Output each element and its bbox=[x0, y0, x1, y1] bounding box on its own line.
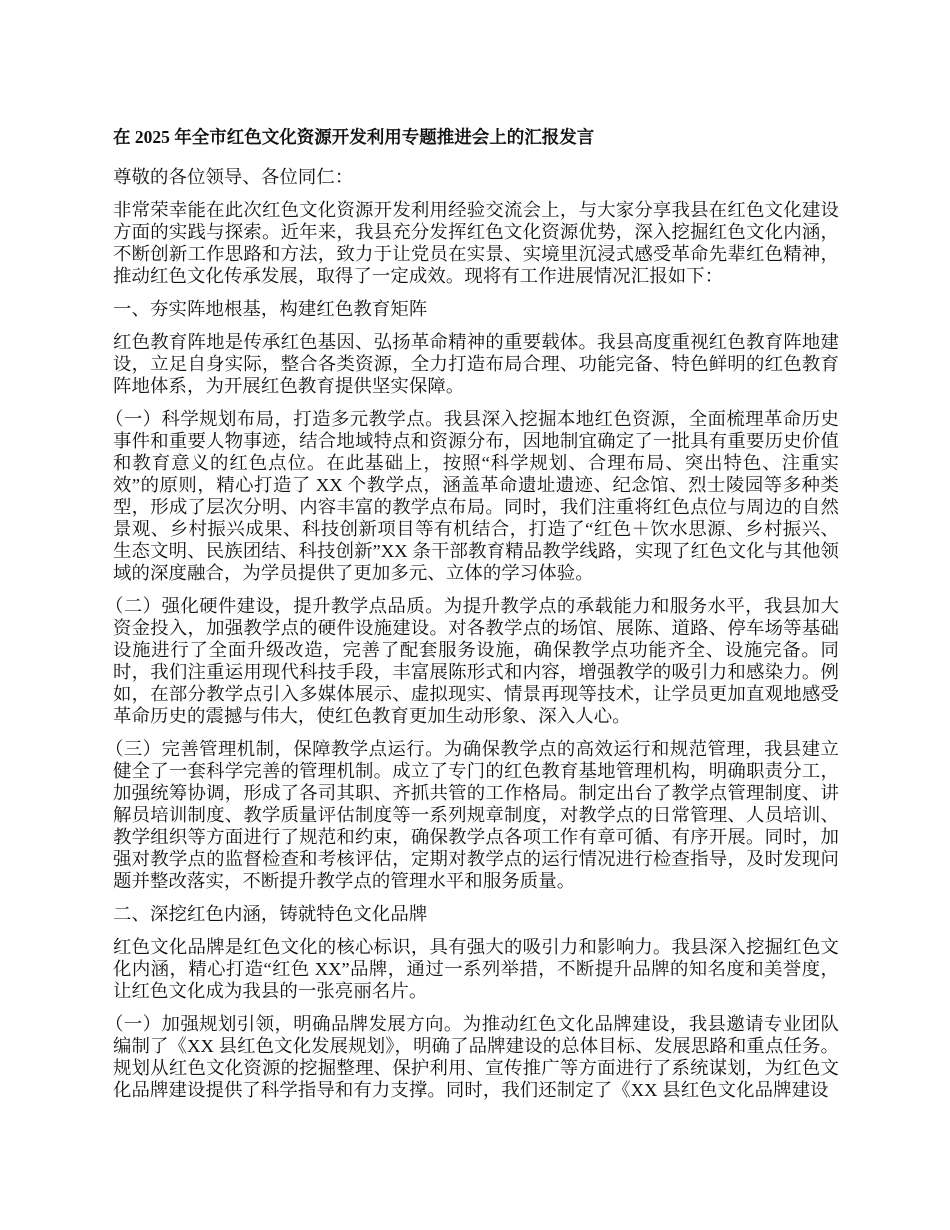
section-heading-1: 一、夯实阵地根基，构建红色教育矩阵 bbox=[113, 299, 428, 319]
section-2-intro: 红色文化品牌是红色文化的核心标识，具有强大的吸引力和影响力。我县深入挖掘红色文化内涵，精心打造“红色 XX”品牌，通过一系列举措，不断提升品牌的知名度和美誉度，让红色文化成为我县的一张亮丽名片。 bbox=[113, 937, 839, 1001]
document-title: 在 2025 年全市红色文化资源开发利用专题推进会上的汇报发言 bbox=[113, 127, 595, 147]
section-heading-2: 二、深挖红色内涵，铸就特色文化品牌 bbox=[113, 904, 428, 924]
document-page bbox=[105, 126, 839, 1112]
section-1-intro: 红色教育阵地是传承红色基因、弘扬革命精神的重要载体。我县高度重视红色教育阵地建设，立足自身实际，整合各类资源，全力打造布局合理、功能完备、特色鲜明的红色教育阵地体系，为开展红色教育提供坚实保障。 bbox=[113, 332, 839, 396]
section-2-item-1: （一）加强规划引领，明确品牌发展方向。为推动红色文化品牌建设，我县邀请专业团队编制了《XX 县红色文化发展规划》，明确了品牌建设的总体目标、发展思路和重点任务。规划从红色文化资源的挖掘整理、保护利用、宣传推广等方面进行了系统谋划，为红色文化品牌建设提供了科学指导和有力支撑。同时，我们还制定了《XX 县红色文化品牌建设 bbox=[105, 1014, 839, 1100]
intro-paragraph: 非常荣幸能在此次红色文化资源开发利用经验交流会上，与大家分享我县在红色文化建设方面的实践与探索。近年来，我县充分发挥红色文化资源优势，深入挖掘红色文化内涵，不断创新工作思路和方法，致力于让党员在实景、实境里沉浸式感受革命先辈红色精神，推动红色文化传承发展，取得了一定成效。现将有工作进展情况汇报如下： bbox=[113, 200, 839, 286]
section-1-item-2: （二）强化硬件建设，提升教学点品质。为提升教学点的承载能力和服务水平，我县加大资金投入，加强教学点的硬件设施建设。对各教学点的场馆、展陈、道路、停车场等基础设施进行了全面升级改造，完善了配套服务设施，确保教学点功能齐全、设施完备。同时，我们注重运用现代科技手段，丰富展陈形式和内容，增强教学的吸引力和感染力。例如，在部分教学点引入多媒体展示、虚拟现实、情景再现等技术，让学员更加直观地感受革命历史的震撼与伟大，使红色教育更加生动形象、深入人心。 bbox=[105, 596, 839, 726]
section-1-item-1: （一）科学规划布局，打造多元教学点。我县深入挖掘本地红色资源，全面梳理革命历史事件和重要人物事迹，结合地域特点和资源分布，因地制宜确定了一批具有重要历史价值和教育意义的红色点位。在此基础上，按照“科学规划、合理布局、突出特色、注重实效”的原则，精心打造了 XX 个教学点，涵盖革命遗址遗迹、纪念馆、烈士陵园等多种类型，形成了层次分明、内容丰富的教学点布局。同时，我们注重将红色点位与周边的自然景观、乡村振兴成果、科技创新项目等有机结合，打造了“红色＋饮水思源、乡村振兴、生态文明、民族团结、科技创新”XX 条干部教育精品教学线路，实现了红色文化与其他领域的深度融合，为学员提供了更加多元、立体的学习体验。 bbox=[105, 409, 839, 583]
greeting: 尊敬的各位领导、各位同仁： bbox=[113, 167, 354, 187]
section-1-item-3: （三）完善管理机制，保障教学点运行。为确保教学点的高效运行和规范管理，我县建立健全了一套科学完善的管理机制。成立了专门的红色教育基地管理机构，明确职责分工，加强统筹协调，形成了各司其职、齐抓共管的工作格局。制定出台了教学点管理制度、讲解员培训制度、教学质量评估制度等一系列规章制度，对教学点的日常管理、人员培训、教学组织等方面进行了规范和约束，确保教学点各项工作有章可循、有序开展。同时，加强对教学点的监督检查和考核评估，定期对教学点的运行情况进行检查指导，及时发现问题并整改落实，不断提升教学点的管理水平和服务质量。 bbox=[105, 739, 839, 891]
